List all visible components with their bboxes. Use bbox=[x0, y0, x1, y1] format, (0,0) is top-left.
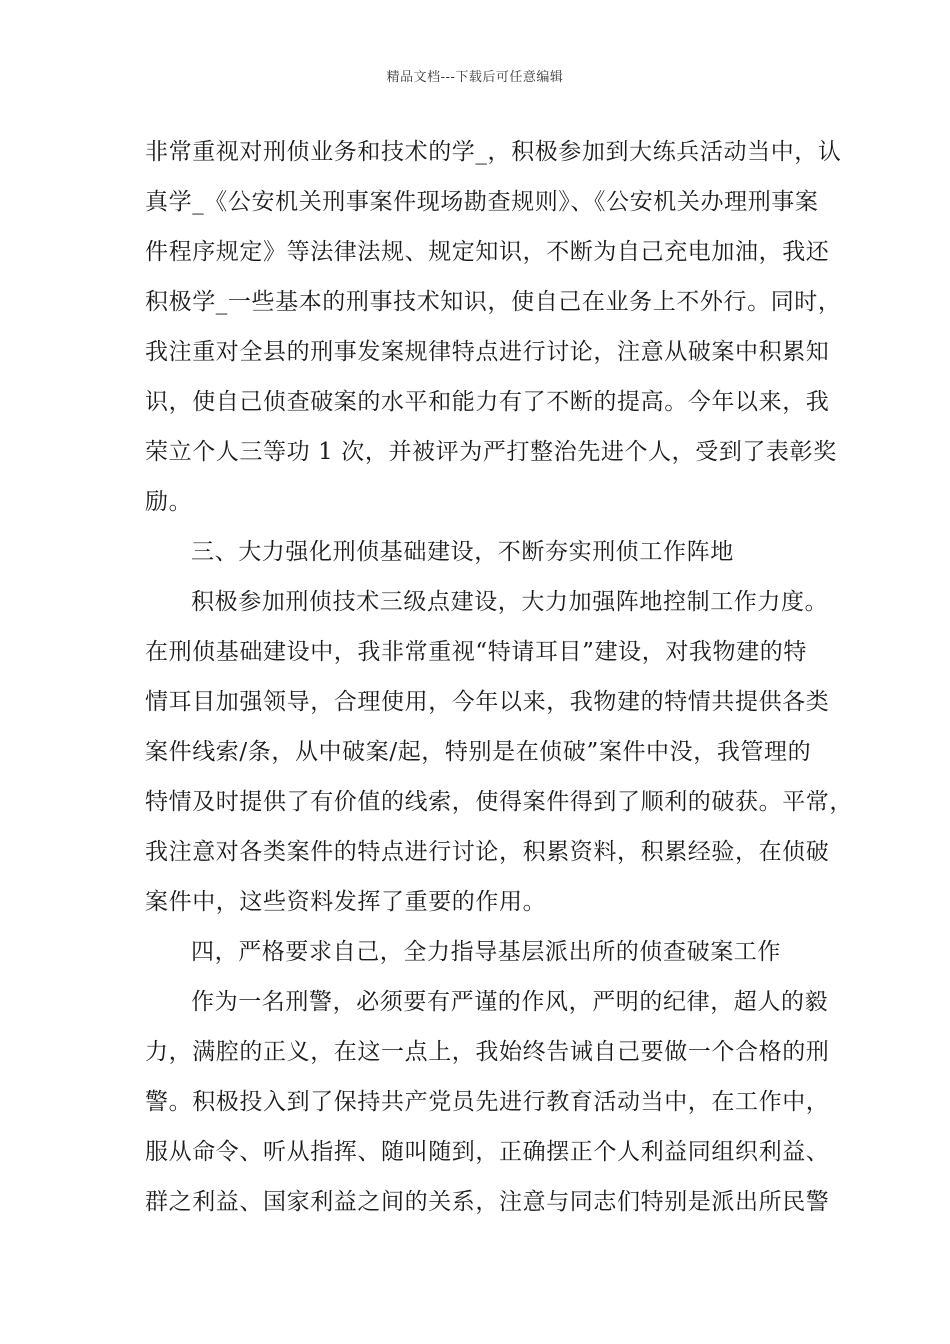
text-line: 积极学_一些基本的刑事技术知识，使自己在业务上不外行。同时， bbox=[145, 289, 842, 315]
text-line: 励。 bbox=[145, 489, 193, 515]
text-line: 案件线索/条，从中破案/起，特别是在侦破”案件中没，我管理的 bbox=[145, 739, 812, 765]
page-header: 精品文档---下载后可任意编辑 bbox=[386, 70, 564, 85]
text-line: 荣立个人三等功 1 次，并被评为严打整治先进个人，受到了表彰奖 bbox=[145, 439, 837, 465]
text-line: 识，使自己侦查破案的水平和能力有了不断的提高。今年以来，我 bbox=[145, 389, 830, 415]
text-line: 我注重对全县的刑事发案规律特点进行讨论，注意从破案中积累知 bbox=[145, 339, 830, 365]
section-heading-4: 四，严格要求自己，全力指导基层派出所的侦查破案工作 bbox=[191, 939, 781, 965]
text-line: 作为一名刑警，必须要有严谨的作风，严明的纪律，超人的毅 bbox=[191, 989, 829, 1015]
text-line: 警。积极投入到了保持共产党员先进行教育活动当中，在工作中， bbox=[145, 1089, 830, 1115]
text-line: 特情及时提供了有价值的线索，使得案件得到了顺利的破获。平常， bbox=[145, 789, 853, 815]
text-line: 件程序规定》等法律法规、规定知识，不断为自己充电加油，我还 bbox=[145, 239, 830, 265]
text-line: 真学_《公安机关刑事案件现场勘查规则》、《公安机关办理刑事案 bbox=[145, 189, 819, 215]
text-line: 我注意对各类案件的特点进行讨论，积累资料，积累经验，在侦破 bbox=[145, 839, 830, 865]
section-heading-3: 三、大力强化刑侦基础建设，不断夯实刑侦工作阵地 bbox=[191, 539, 734, 565]
text-line: 案件中，这些资料发挥了重要的作用。 bbox=[145, 889, 547, 915]
text-line: 情耳目加强领导，合理使用，今年以来，我物建的特情共提供各类 bbox=[145, 689, 830, 715]
document-body bbox=[145, 127, 853, 1227]
text-line: 服从命令、听从指挥、随叫随到，正确摆正个人利益同组织利益、 bbox=[145, 1139, 830, 1165]
text-line: 在刑侦基础建设中，我非常重视“特请耳目”建设，对我物建的特 bbox=[145, 639, 807, 665]
text-line: 非常重视对刑侦业务和技术的学_，积极参加到大练兵活动当中，认 bbox=[145, 139, 842, 165]
text-line: 群之利益、国家利益之间的关系，注意与同志们特别是派出所民警 bbox=[145, 1189, 830, 1215]
text-line: 力，满腔的正义，在这一点上，我始终告诫自己要做一个合格的刑 bbox=[145, 1039, 830, 1065]
text-line: 积极参加刑侦技术三级点建设，大力加强阵地控制工作力度。 bbox=[191, 589, 829, 615]
